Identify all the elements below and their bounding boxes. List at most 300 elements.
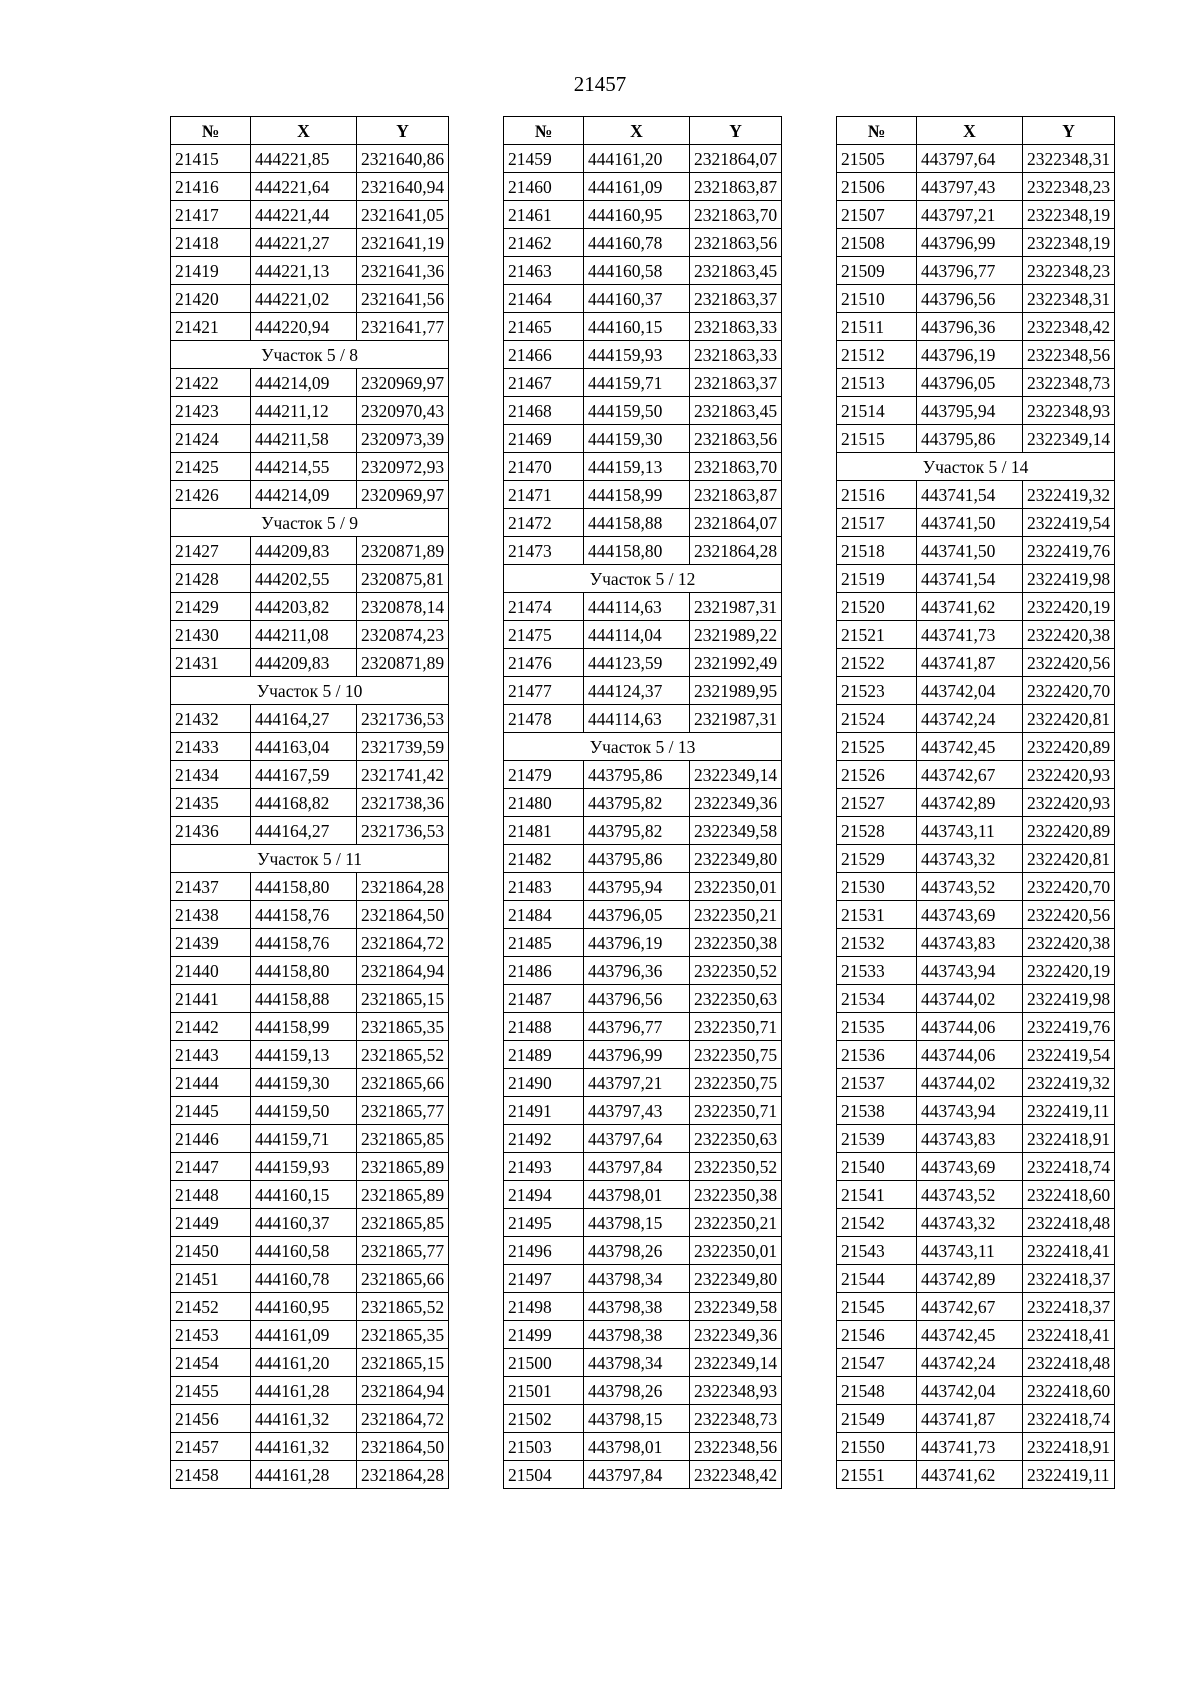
x-coordinate: 444221,13 [251,257,357,285]
x-coordinate: 443743,94 [917,957,1023,985]
point-number: 21498 [504,1293,584,1321]
point-number: 21550 [837,1433,917,1461]
point-number: 21422 [171,369,251,397]
table-row [504,845,782,873]
x-coordinate: 444167,59 [251,761,357,789]
y-coordinate: 2321736,53 [357,817,449,845]
point-number: 21440 [171,957,251,985]
y-coordinate: 2322349,80 [690,1265,782,1293]
x-coordinate: 443743,32 [917,1209,1023,1237]
point-number: 21499 [504,1321,584,1349]
table-row [504,1321,782,1349]
point-number: 21543 [837,1237,917,1265]
table-row [171,1153,449,1181]
header-x: X [584,117,690,145]
y-coordinate: 2321865,85 [357,1209,449,1237]
x-coordinate: 443741,50 [917,537,1023,565]
point-number: 21427 [171,537,251,565]
point-number: 21522 [837,649,917,677]
table-row [504,1237,782,1265]
x-coordinate: 444161,32 [251,1405,357,1433]
y-coordinate: 2322348,31 [1023,285,1115,313]
x-coordinate: 443744,02 [917,1069,1023,1097]
table-row [837,425,1115,453]
table-row [504,369,782,397]
point-number: 21493 [504,1153,584,1181]
y-coordinate: 2322419,76 [1023,1013,1115,1041]
point-number: 21540 [837,1153,917,1181]
section-row [171,341,449,369]
table-row [837,341,1115,369]
y-coordinate: 2320878,14 [357,593,449,621]
x-coordinate: 443795,86 [584,845,690,873]
y-coordinate: 2321863,37 [690,285,782,313]
x-coordinate: 443796,56 [917,285,1023,313]
table-row [837,957,1115,985]
table-row [504,1265,782,1293]
x-coordinate: 443743,52 [917,1181,1023,1209]
point-number: 21516 [837,481,917,509]
coordinates-table-right [836,116,1115,1489]
point-number: 21537 [837,1069,917,1097]
y-coordinate: 2321863,33 [690,341,782,369]
section-row [504,733,782,761]
table-row [837,761,1115,789]
y-coordinate: 2321865,77 [357,1237,449,1265]
x-coordinate: 443744,06 [917,1013,1023,1041]
x-coordinate: 443744,06 [917,1041,1023,1069]
table-row [504,1377,782,1405]
point-number: 21430 [171,621,251,649]
x-coordinate: 444214,55 [251,453,357,481]
y-coordinate: 2322418,48 [1023,1349,1115,1377]
x-coordinate: 444160,37 [584,285,690,313]
table-row [504,341,782,369]
point-number: 21544 [837,1265,917,1293]
y-coordinate: 2322349,14 [1023,425,1115,453]
point-number: 21529 [837,845,917,873]
point-number: 21480 [504,789,584,817]
y-coordinate: 2322419,32 [1023,1069,1115,1097]
x-coordinate: 443795,94 [584,873,690,901]
point-number: 21520 [837,593,917,621]
table-row [504,397,782,425]
point-number: 21478 [504,705,584,733]
y-coordinate: 2322420,81 [1023,845,1115,873]
table-row [171,761,449,789]
table-row [171,1461,449,1489]
y-coordinate: 2322348,19 [1023,229,1115,257]
y-coordinate: 2322420,89 [1023,817,1115,845]
x-coordinate: 444160,78 [251,1265,357,1293]
table-row [171,873,449,901]
x-coordinate: 443796,05 [584,901,690,929]
section-title: Участок 5 / 11 [171,845,449,873]
x-coordinate: 444159,50 [584,397,690,425]
y-coordinate: 2321863,70 [690,201,782,229]
table-row [837,985,1115,1013]
y-coordinate: 2321739,59 [357,733,449,761]
table-row [171,733,449,761]
y-coordinate: 2321863,56 [690,229,782,257]
x-coordinate: 444214,09 [251,369,357,397]
point-number: 21526 [837,761,917,789]
y-coordinate: 2322420,56 [1023,901,1115,929]
y-coordinate: 2321865,77 [357,1097,449,1125]
table-row [504,1461,782,1489]
y-coordinate: 2321864,07 [690,145,782,173]
x-coordinate: 444160,37 [251,1209,357,1237]
coordinates-table-left [170,116,449,1489]
point-number: 21455 [171,1377,251,1405]
x-coordinate: 444209,83 [251,649,357,677]
x-coordinate: 443798,26 [584,1237,690,1265]
x-coordinate: 443795,82 [584,789,690,817]
x-coordinate: 443796,99 [917,229,1023,257]
point-number: 21518 [837,537,917,565]
section-row [171,509,449,537]
point-number: 21482 [504,845,584,873]
table-row [504,1405,782,1433]
y-coordinate: 2320871,89 [357,537,449,565]
x-coordinate: 444221,64 [251,173,357,201]
x-coordinate: 444221,44 [251,201,357,229]
point-number: 21465 [504,313,584,341]
table-row [504,481,782,509]
point-number: 21511 [837,313,917,341]
y-coordinate: 2321865,52 [357,1041,449,1069]
x-coordinate: 443743,69 [917,901,1023,929]
table-row [171,985,449,1013]
x-coordinate: 443742,45 [917,733,1023,761]
x-coordinate: 444158,99 [251,1013,357,1041]
x-coordinate: 444158,76 [251,929,357,957]
x-coordinate: 443741,62 [917,1461,1023,1489]
table-row [837,173,1115,201]
point-number: 21439 [171,929,251,957]
point-number: 21433 [171,733,251,761]
table-row [171,705,449,733]
x-coordinate: 443741,62 [917,593,1023,621]
point-number: 21470 [504,453,584,481]
point-number: 21521 [837,621,917,649]
x-coordinate: 443742,04 [917,677,1023,705]
table-row [504,425,782,453]
table-row [837,481,1115,509]
x-coordinate: 444158,80 [584,537,690,565]
table-row [837,649,1115,677]
x-coordinate: 443798,01 [584,1181,690,1209]
table-row [837,1321,1115,1349]
point-number: 21500 [504,1349,584,1377]
x-coordinate: 444164,27 [251,705,357,733]
x-coordinate: 444203,82 [251,593,357,621]
point-number: 21533 [837,957,917,985]
point-number: 21505 [837,145,917,173]
table-row [504,593,782,621]
x-coordinate: 444221,27 [251,229,357,257]
x-coordinate: 443798,15 [584,1209,690,1237]
table-row [504,1097,782,1125]
point-number: 21442 [171,1013,251,1041]
table-row [837,733,1115,761]
table-row [171,957,449,985]
y-coordinate: 2322350,71 [690,1097,782,1125]
point-number: 21545 [837,1293,917,1321]
table-row [837,1237,1115,1265]
y-coordinate: 2322418,74 [1023,1153,1115,1181]
x-coordinate: 444221,02 [251,285,357,313]
x-coordinate: 443798,15 [584,1405,690,1433]
point-number: 21418 [171,229,251,257]
y-coordinate: 2322420,70 [1023,677,1115,705]
point-number: 21539 [837,1125,917,1153]
table-row [837,145,1115,173]
y-coordinate: 2322420,81 [1023,705,1115,733]
x-coordinate: 443796,05 [917,369,1023,397]
section-title: Участок 5 / 8 [171,341,449,369]
table-row [837,1349,1115,1377]
y-coordinate: 2321864,50 [357,1433,449,1461]
section-title: Участок 5 / 13 [504,733,782,761]
y-coordinate: 2322350,75 [690,1069,782,1097]
point-number: 21494 [504,1181,584,1209]
x-coordinate: 443741,50 [917,509,1023,537]
y-coordinate: 2322348,42 [1023,313,1115,341]
x-coordinate: 444114,63 [584,593,690,621]
x-coordinate: 444159,93 [251,1153,357,1181]
section-title: Участок 5 / 9 [171,509,449,537]
x-coordinate: 444160,95 [584,201,690,229]
point-number: 21506 [837,173,917,201]
x-coordinate: 444161,28 [251,1377,357,1405]
table-row [504,761,782,789]
table-row [504,621,782,649]
y-coordinate: 2322350,71 [690,1013,782,1041]
point-number: 21484 [504,901,584,929]
y-coordinate: 2320871,89 [357,649,449,677]
x-coordinate: 443741,87 [917,1405,1023,1433]
y-coordinate: 2322350,21 [690,901,782,929]
point-number: 21538 [837,1097,917,1125]
header-y: Y [690,117,782,145]
point-number: 21512 [837,341,917,369]
point-number: 21429 [171,593,251,621]
y-coordinate: 2321738,36 [357,789,449,817]
y-coordinate: 2321641,19 [357,229,449,257]
x-coordinate: 443796,36 [917,313,1023,341]
x-coordinate: 444160,15 [251,1181,357,1209]
point-number: 21463 [504,257,584,285]
x-coordinate: 444161,20 [251,1349,357,1377]
point-number: 21487 [504,985,584,1013]
y-coordinate: 2322348,23 [1023,173,1115,201]
x-coordinate: 444211,08 [251,621,357,649]
table-row [171,369,449,397]
table-row [504,1433,782,1461]
table-row [837,369,1115,397]
page-number: 21457 [573,72,627,96]
point-number: 21503 [504,1433,584,1461]
x-coordinate: 444161,20 [584,145,690,173]
table-row [504,985,782,1013]
table-row [171,1069,449,1097]
y-coordinate: 2322419,11 [1023,1461,1115,1489]
point-number: 21510 [837,285,917,313]
y-coordinate: 2320973,39 [357,425,449,453]
x-coordinate: 444211,12 [251,397,357,425]
x-coordinate: 443742,45 [917,1321,1023,1349]
x-coordinate: 444220,94 [251,313,357,341]
y-coordinate: 2321864,28 [357,873,449,901]
point-number: 21502 [504,1405,584,1433]
point-number: 21458 [171,1461,251,1489]
x-coordinate: 443798,26 [584,1377,690,1405]
y-coordinate: 2321865,66 [357,1069,449,1097]
x-coordinate: 443743,32 [917,845,1023,873]
point-number: 21490 [504,1069,584,1097]
y-coordinate: 2322419,98 [1023,565,1115,593]
table-row [504,1349,782,1377]
point-number: 21425 [171,453,251,481]
x-coordinate: 443795,94 [917,397,1023,425]
table-row [171,145,449,173]
point-number: 21531 [837,901,917,929]
x-coordinate: 443743,83 [917,1125,1023,1153]
table-row [171,1293,449,1321]
point-number: 21525 [837,733,917,761]
x-coordinate: 443796,56 [584,985,690,1013]
x-coordinate: 444159,30 [251,1069,357,1097]
point-number: 21435 [171,789,251,817]
point-number: 21509 [837,257,917,285]
point-number: 21416 [171,173,251,201]
x-coordinate: 443798,38 [584,1321,690,1349]
point-number: 21523 [837,677,917,705]
point-number: 21481 [504,817,584,845]
table-row [504,1125,782,1153]
table-row [837,1377,1115,1405]
y-coordinate: 2322348,19 [1023,201,1115,229]
section-title: Участок 5 / 12 [504,565,782,593]
point-number: 21517 [837,509,917,537]
table-row [837,1209,1115,1237]
y-coordinate: 2321864,50 [357,901,449,929]
point-number: 21451 [171,1265,251,1293]
table-row [837,565,1115,593]
table-row [504,1041,782,1069]
x-coordinate: 444161,32 [251,1433,357,1461]
point-number: 21483 [504,873,584,901]
point-number: 21459 [504,145,584,173]
y-coordinate: 2321865,85 [357,1125,449,1153]
table-row [504,1293,782,1321]
x-coordinate: 443741,73 [917,1433,1023,1461]
point-number: 21467 [504,369,584,397]
point-number: 21488 [504,1013,584,1041]
x-coordinate: 443744,02 [917,985,1023,1013]
point-number: 21479 [504,761,584,789]
point-number: 21514 [837,397,917,425]
y-coordinate: 2322419,98 [1023,985,1115,1013]
x-coordinate: 443797,84 [584,1153,690,1181]
table-row [837,229,1115,257]
point-number: 21513 [837,369,917,397]
table-row [171,453,449,481]
table-row [504,229,782,257]
y-coordinate: 2321863,45 [690,257,782,285]
table-row [171,593,449,621]
x-coordinate: 444159,30 [584,425,690,453]
y-coordinate: 2322420,93 [1023,789,1115,817]
point-number: 21542 [837,1209,917,1237]
x-coordinate: 444158,88 [584,509,690,537]
y-coordinate: 2322419,32 [1023,481,1115,509]
section-row [171,677,449,705]
table-row [171,901,449,929]
table-row [837,621,1115,649]
x-coordinate: 443743,11 [917,817,1023,845]
y-coordinate: 2321863,37 [690,369,782,397]
y-coordinate: 2322418,60 [1023,1377,1115,1405]
point-number: 21468 [504,397,584,425]
point-number: 21443 [171,1041,251,1069]
x-coordinate: 444161,09 [584,173,690,201]
y-coordinate: 2321989,22 [690,621,782,649]
point-number: 21419 [171,257,251,285]
y-coordinate: 2322418,48 [1023,1209,1115,1237]
x-coordinate: 443743,52 [917,873,1023,901]
y-coordinate: 2321864,07 [690,509,782,537]
table-header-row [837,117,1115,145]
table-row [837,1153,1115,1181]
point-number: 21456 [171,1405,251,1433]
header-number: № [837,117,917,145]
point-number: 21444 [171,1069,251,1097]
y-coordinate: 2320874,23 [357,621,449,649]
x-coordinate: 444160,78 [584,229,690,257]
y-coordinate: 2322349,36 [690,789,782,817]
table-row [171,285,449,313]
point-number: 21524 [837,705,917,733]
header-number: № [504,117,584,145]
table-row [171,397,449,425]
point-number: 21424 [171,425,251,453]
y-coordinate: 2322420,56 [1023,649,1115,677]
x-coordinate: 444158,80 [251,873,357,901]
y-coordinate: 2322349,14 [690,761,782,789]
x-coordinate: 443796,19 [917,341,1023,369]
point-number: 21452 [171,1293,251,1321]
y-coordinate: 2322420,19 [1023,593,1115,621]
x-coordinate: 444158,80 [251,957,357,985]
y-coordinate: 2322420,70 [1023,873,1115,901]
point-number: 21534 [837,985,917,1013]
y-coordinate: 2322418,60 [1023,1181,1115,1209]
point-number: 21449 [171,1209,251,1237]
table-row [504,873,782,901]
table-row [837,901,1115,929]
point-number: 21471 [504,481,584,509]
table-row [837,1041,1115,1069]
point-number: 21485 [504,929,584,957]
y-coordinate: 2322348,31 [1023,145,1115,173]
x-coordinate: 443796,36 [584,957,690,985]
point-number: 21477 [504,677,584,705]
table-row [504,1181,782,1209]
table-row [171,257,449,285]
table-row [837,817,1115,845]
